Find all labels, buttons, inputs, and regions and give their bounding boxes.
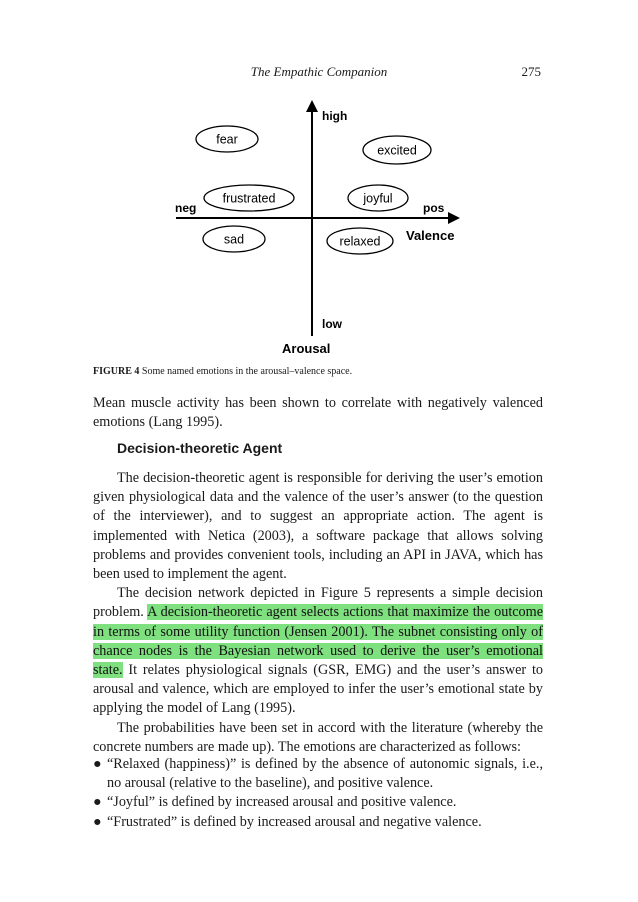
figure-caption-label: FIGURE 4 — [93, 366, 140, 377]
vertical-axis-arrowhead — [306, 100, 318, 112]
paragraph-muscle-activity — [93, 394, 543, 432]
label-pos: pos — [423, 201, 445, 215]
paragraph-1: Mean muscle activity has been shown to correlate with negatively valenced emotions (Lang 1995). — [93, 395, 543, 431]
emotion-excited: excited — [377, 143, 417, 158]
emotion-relaxed: relaxed — [339, 234, 381, 249]
page-number: 275 — [521, 64, 541, 79]
highlighted-passage: A decision-theoretic agent selects actions that maximize the outcome in terms of some utility function (Jensen 2001). The subnet consisting only of chance nodes is the Bayesian network used to derive the user’s emotional state. — [93, 604, 543, 679]
emotion-frustrated: frustrated — [222, 191, 276, 206]
label-valence: Valence — [406, 228, 455, 243]
running-header-title: The Empathic Companion — [250, 64, 388, 79]
bullet-icon: ● — [93, 756, 102, 772]
figure-caption-text: Some named emotions in the arousal–valence space. — [141, 366, 353, 377]
section-heading: Decision-theoretic Agent — [117, 440, 283, 456]
bullet-icon: ● — [93, 813, 102, 830]
label-low: low — [322, 317, 342, 331]
emotion-definition-list — [93, 755, 543, 832]
label-high: high — [322, 109, 348, 123]
paragraph-3 — [93, 584, 543, 718]
emotion-joyful: joyful — [363, 191, 393, 206]
paragraph-3-start: The decision network depicted in Figure 5 represents a simple decision problem. — [93, 585, 543, 621]
list-item: ● “Joyful” is defined by increased arousal and positive valence. — [93, 793, 543, 812]
emotion-fear: fear — [216, 132, 238, 147]
emotion-sad: sad — [223, 232, 245, 247]
body-text — [93, 469, 543, 757]
bullet-icon: ● — [93, 794, 102, 811]
list-item: ● “Relaxed (happiness)” is defined by the absence of autonomic signals, i.e., no arousal (relative to the baseline), and positive valence. — [93, 756, 543, 792]
paragraph-3-end: It relates physiological signals (GSR, EMG) and the user’s answer to arousal and valence, which are employed to infer the user’s emotional state by applying the model of Lang (1995). — [93, 662, 544, 717]
arousal-valence-diagram — [170, 98, 470, 358]
label-neg: neg — [175, 201, 197, 215]
list-item: ● “Frustrated” is defined by increased arousal and negative valence. — [93, 813, 543, 832]
label-arousal: Arousal — [282, 341, 331, 356]
paragraph-2: The decision-theoretic agent is responsible for deriving the user’s emotion given physiological data and the valence of the user’s answer (to the question of the interviewer), and to suggest an appropriate action. The agent is implemented with Netica (2003), a software package that allows solving problems and provides convenient tools, including an API in JAVA, which has been used to implement the agent. — [93, 470, 543, 583]
horizontal-axis-arrowhead — [448, 212, 460, 224]
figure-caption — [93, 366, 352, 377]
paragraph-4: The probabilities have been set in accord with the literature (whereby the concrete numbers are made up). The emotions are characterized as follows: — [93, 719, 543, 755]
